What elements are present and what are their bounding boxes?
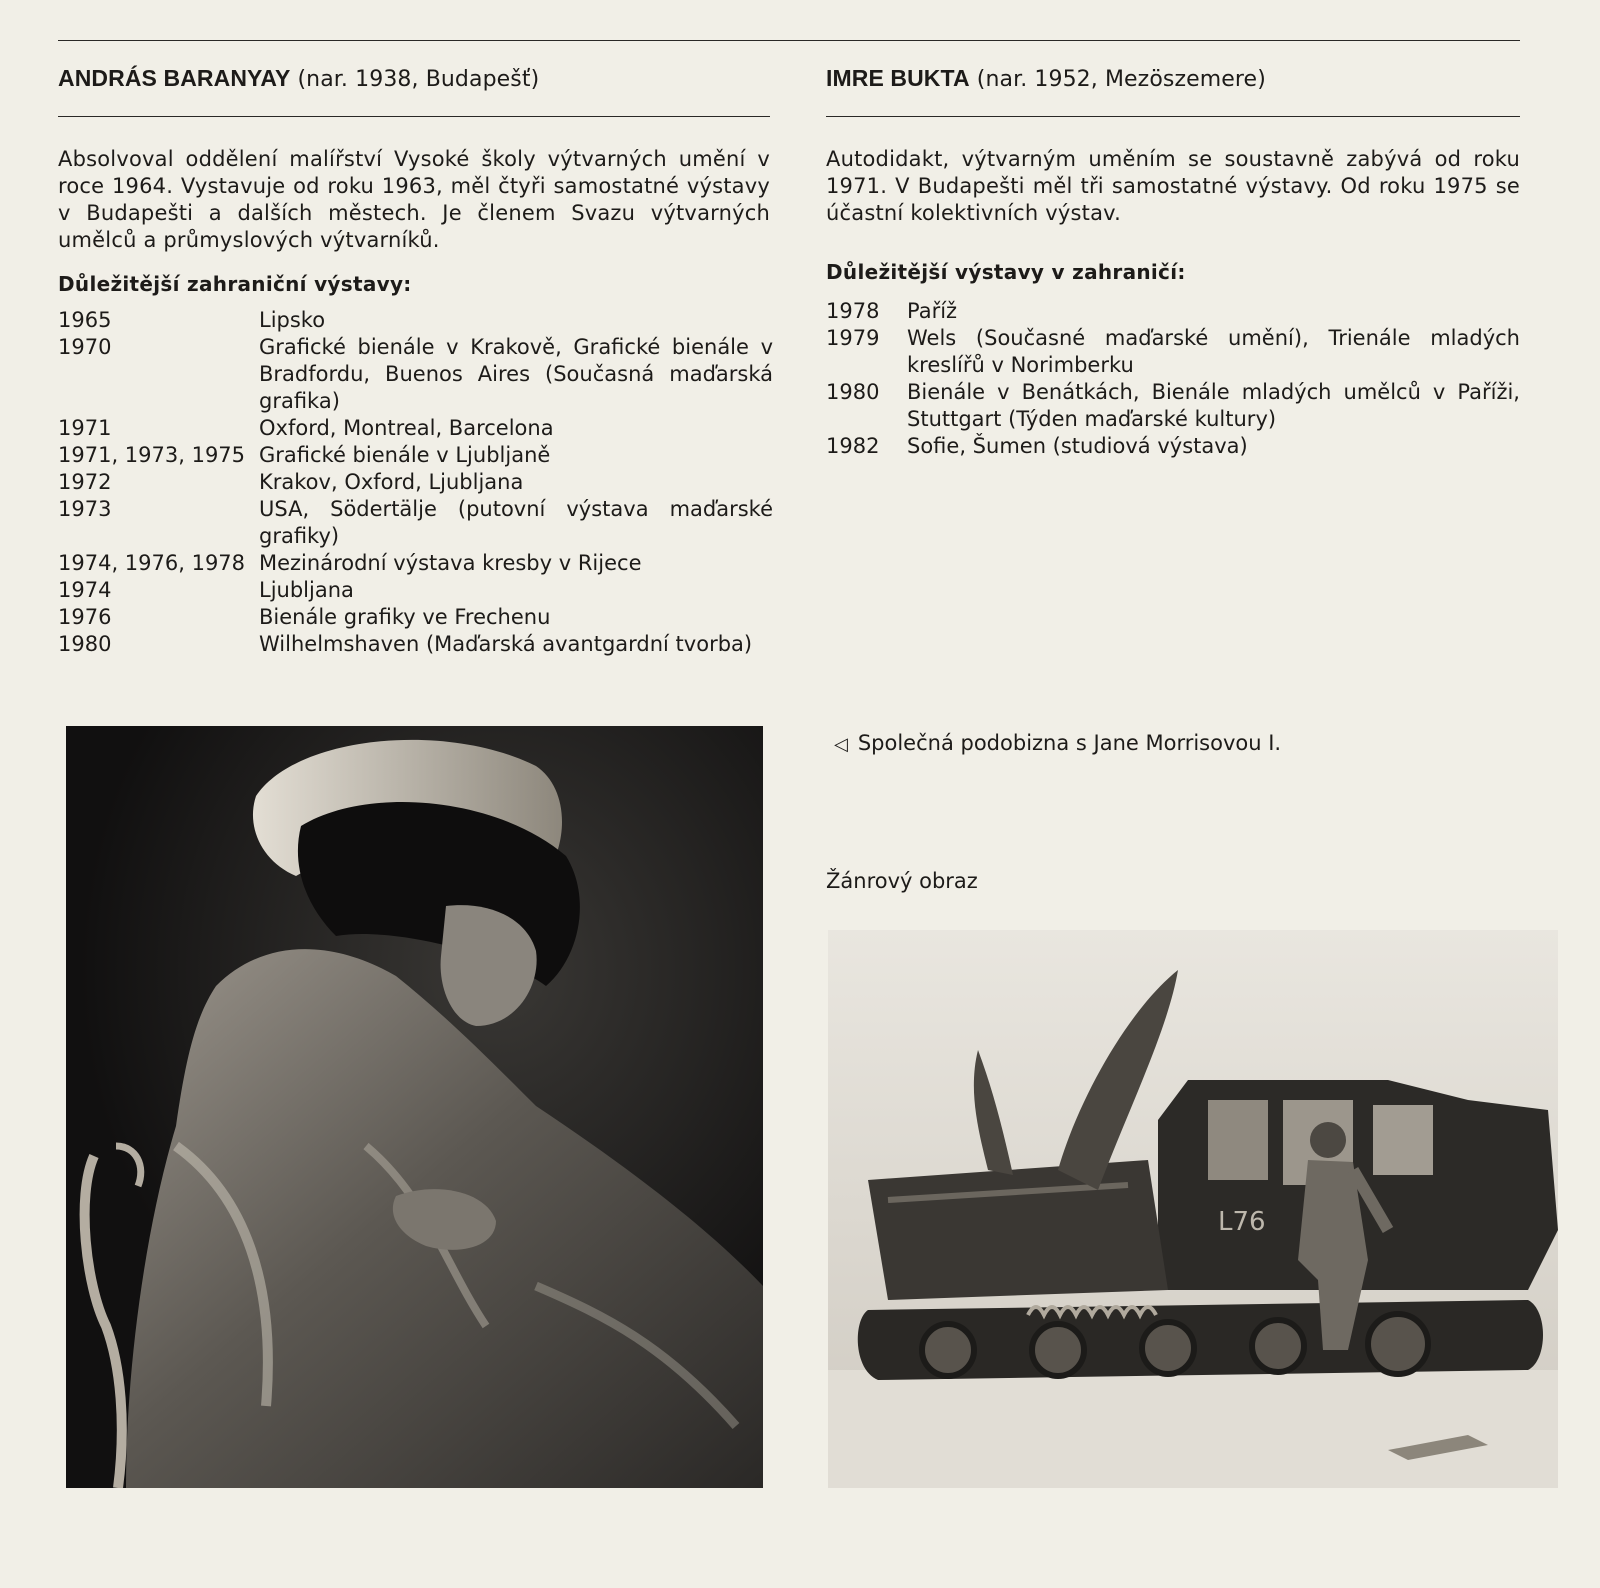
- exhibition-year: 1974: [58, 578, 112, 602]
- list-item: [58, 496, 773, 550]
- exhibition-year: 1971: [58, 416, 112, 440]
- exhibition-text: Wilhelmshaven (Maďarská avantgardní tvorba): [259, 632, 753, 656]
- left-artist-born: (nar. 1938, Budapešť): [297, 67, 540, 92]
- left-bio: Absolvoval oddělení malířství Vysoké školy výtvarných umění v roce 1964. Vystavuje od roku 1963, měl čtyři samostatné výstavy v Budapešti a dalších městech. Je členem Svazu výtvarných umělců a průmyslových výtvarníků.: [58, 147, 770, 252]
- exhibition-year: 1971, 1973, 1975: [58, 443, 246, 467]
- exhibition-text: Bienále v Benátkách, Bienále mladých umělců v Paříži, Stuttgart (Týden maďarské kultury): [907, 380, 1520, 431]
- exhibition-year: 1978: [826, 299, 880, 323]
- top-rule-left: [58, 40, 778, 41]
- exhibition-year: 1974, 1976, 1978: [58, 551, 246, 575]
- exhibition-text: Ljubljana: [259, 578, 354, 602]
- list-item: [58, 469, 773, 496]
- exhibition-text: Mezinárodní výstava kresby v Rijece: [259, 551, 642, 575]
- right-artist-name: IMRE BUKTA: [826, 65, 970, 91]
- exhibition-text: Oxford, Montreal, Barcelona: [259, 416, 554, 440]
- left-exhibitions-heading: Důležitější zahraniční výstavy:: [58, 272, 412, 296]
- right-exhibitions-heading: Důležitější výstavy v zahraničí:: [826, 260, 1186, 284]
- portrait-illustration: [66, 726, 763, 1488]
- top-rule-right: [778, 40, 1520, 41]
- exhibition-year: 1965: [58, 308, 112, 332]
- list-item: [58, 550, 773, 577]
- exhibition-year: 1973: [58, 497, 112, 521]
- left-heading-rule: [58, 116, 770, 117]
- exhibition-year: 1972: [58, 470, 112, 494]
- exhibition-text: Sofie, Šumen (studiová výstava): [907, 434, 1248, 458]
- list-item: [58, 415, 773, 442]
- exhibition-year: 1980: [826, 380, 880, 404]
- list-item: [58, 631, 773, 658]
- tractor-photo: [828, 930, 1558, 1488]
- left-artist-heading: [58, 64, 539, 94]
- list-item: [58, 442, 773, 469]
- list-item: [826, 433, 1520, 460]
- exhibition-year: 1970: [58, 335, 112, 359]
- list-item: [826, 325, 1520, 379]
- left-artist-name: ANDRÁS BARANYAY: [58, 65, 291, 91]
- list-item: [58, 307, 773, 334]
- list-item: [826, 379, 1520, 433]
- exhibition-year: 1976: [58, 605, 112, 629]
- list-item: [826, 298, 1520, 325]
- tractor-illustration: [828, 930, 1558, 1488]
- list-item: [58, 334, 773, 415]
- left-exhibitions-list: [58, 307, 773, 658]
- exhibition-text: Lipsko: [259, 308, 326, 332]
- right-exhibitions-list: [826, 298, 1520, 460]
- exhibition-text: Wels (Současné maďarské umění), Trienále mladých kreslířů v Norimberku: [907, 326, 1520, 377]
- exhibition-year: 1982: [826, 434, 880, 458]
- exhibition-year: 1979: [826, 326, 880, 350]
- tractor-number-label: L76: [1218, 1207, 1266, 1237]
- list-item: [58, 577, 773, 604]
- right-artist-born: (nar. 1952, Mezöszemere): [976, 67, 1266, 92]
- caption-genre: Žánrový obraz: [826, 869, 978, 893]
- exhibition-text: Grafické bienále v Ljubljaně: [259, 443, 551, 467]
- exhibition-text: USA, Södertälje (putovní výstava maďarské grafiky): [259, 497, 773, 548]
- exhibition-text: Krakov, Oxford, Ljubljana: [259, 470, 524, 494]
- portrait-photo: [66, 726, 763, 1488]
- caption-portrait: [834, 730, 1281, 758]
- exhibition-year: 1980: [58, 632, 112, 656]
- right-heading-rule: [826, 116, 1520, 117]
- right-bio: Autodidakt, výtvarným uměním se soustavně zabývá od roku 1971. V Budapešti měl tři samostatné výstavy. Od roku 1975 se účastní kolektivních výstav.: [826, 147, 1520, 225]
- caption-portrait-text: Společná podobizna s Jane Morrisovou I.: [857, 731, 1282, 755]
- exhibition-text: Paříž: [907, 299, 958, 323]
- exhibition-text: Bienále grafiky ve Frechenu: [259, 605, 551, 629]
- arrow-left-icon: ◁: [834, 734, 848, 755]
- list-item: [58, 604, 773, 631]
- right-artist-heading: [826, 64, 1266, 94]
- exhibition-text: Grafické bienále v Krakově, Grafické bienále v Bradfordu, Buenos Aires (Současná maďarská grafika): [259, 335, 773, 413]
